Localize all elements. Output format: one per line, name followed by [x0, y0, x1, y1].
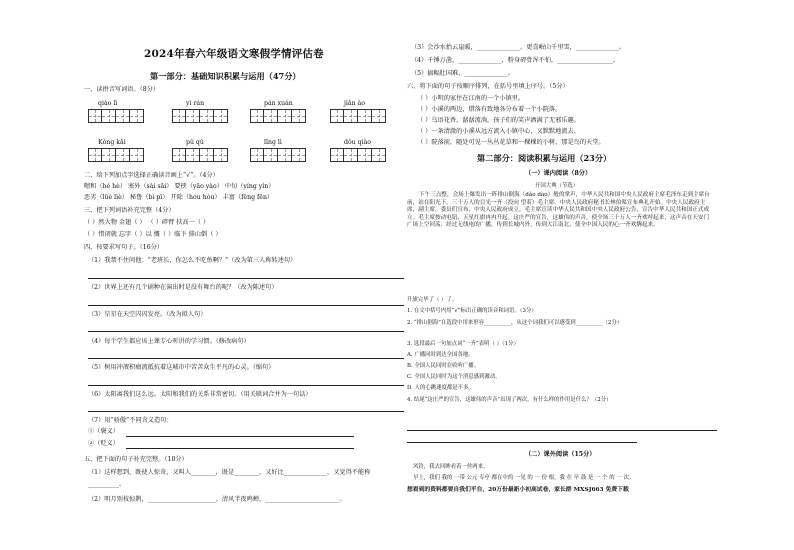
q4-sentence: ①（褒义）	[88, 428, 119, 435]
reading-option[interactable]: D. 人的心跳速度都是不多。	[407, 385, 474, 391]
q4-sentence: （6）太阳离我们这么远。太阳和我们的关系非常密切。（用关联词合并为一句话）	[88, 391, 312, 398]
part2-heading: 第二部分：阅读积累与运用（23分）	[477, 153, 612, 163]
passage-end: 升旗完毕了（ ）了。	[407, 297, 458, 303]
answer-line[interactable]	[407, 442, 637, 443]
order-item[interactable]: （ ）一条清澈的小溪从远方流入小镇中心，又默默地流去。	[417, 128, 580, 135]
poem-line[interactable]: （4）千锤万凿，______________，粉身碎骨浑不怕，__________________。	[411, 57, 620, 64]
q4-sentence: （1）我禁不住问他：“老班长，你怎么不吃鱼啊？”（改为第三人称转述句）	[88, 257, 297, 264]
order-item[interactable]: （ ）小溪的两边，错落有致地各分布着一个小院落。	[417, 106, 562, 113]
char-grid[interactable]	[330, 148, 386, 162]
q5-sentence[interactable]: （1）这样想到，既使人惊奇，又叫人________，既是________，又好比______________，又觉得不能称	[88, 469, 371, 476]
char-grid[interactable]	[88, 148, 144, 162]
answer-line[interactable]	[126, 436, 354, 437]
reading-question[interactable]: 3. 选段最后一句加点词“一齐”表明（ ）（1分）	[407, 341, 519, 347]
q4-label: 四、按要求写句子。（16分）	[84, 244, 164, 251]
pinyin: Kǒng kǎi	[98, 139, 126, 146]
q1-label: 一、读拼音写词语。（8分）	[84, 86, 160, 93]
poem-line[interactable]: （5）搞幅肚国难，______________。	[411, 70, 514, 77]
pinyin: dǒu qiào	[344, 139, 371, 146]
order-item[interactable]: （ ）小明的家住在江南的一个小镇里。	[417, 95, 525, 102]
reading-question: 1. 在文中括号内用“√”标出正确的读音和词语。（3分）	[407, 308, 537, 314]
q4-sentence: （5）树用冲液积瘤流抵抗着这城市中苦苦众生平凡的心灵。（缩句）	[88, 364, 275, 371]
exam-title: 2024年春六年级语文寒假学情评估卷	[144, 48, 324, 60]
q5-label: 五、把下面的句子补充完整。（10分）	[84, 456, 188, 463]
answer-line[interactable]	[88, 305, 404, 306]
char-grid[interactable]	[250, 148, 306, 162]
reading-option[interactable]: B. 全国人民同时在收听广播。	[407, 363, 480, 369]
q6-label: 六、将下面的句子按顺序排列，在括号里填上序号。（5分）	[407, 83, 569, 90]
extra-text: 风铃，我去回眸看着一丝两来。	[413, 464, 489, 470]
answer-line[interactable]	[88, 331, 404, 332]
answer-line[interactable]	[88, 385, 404, 386]
left-column	[84, 0, 404, 550]
char-grid[interactable]	[250, 109, 306, 123]
pinyin: qiào lì	[98, 100, 118, 107]
q3-label: 三、把下列词语补充完整（4分）	[84, 207, 175, 214]
char-grid[interactable]	[330, 109, 386, 123]
passage-title: 开国大典（节选）	[535, 183, 579, 189]
q2-line[interactable]: 嗯和（hé hè） 塞外（sài sāi） 要挟（yāo yào） 中旬（yíng yín）	[84, 183, 275, 190]
pinyin: pán xuán	[264, 100, 293, 107]
poem-line[interactable]: （3）会沙水抬云崖暖，______________。更喜岷山千里雪，______________。	[411, 44, 626, 51]
answer-line[interactable]	[126, 448, 354, 449]
q3-line[interactable]: （ ）惜闭就 忘字（ ）以 慨（ ）临下 排山倒（ ）	[84, 231, 222, 238]
pinyin: yì rán	[186, 100, 205, 107]
passage-text: 下午三点整，会场上爆发出一阵排山倒海（dǎo dào）般的掌声，中华人民共和国中央人民政府主席毛泽东走到主席台前，站在阳光下。三十万人的目光一齐（投向 望着）毛主席。中央人民政府秘书长林伯渠宣布典礼开始。中央人民政府主席，副主席，委员们宣布，中央人民政府成立。毛主席宣读中华人民共和国中央人民政府公告，宣告中华人民共和国正式成立。毛主席按动电钮，五星红旗冉冉升起。这庄严的宣告，这雄伟的声音，使全场三十万人一齐欢呼起来，这声音在天安门广场上空回荡，经过无线电的广播，传到长城内外，传到大江南北，使全中国人民的心一齐欢腾起来。	[407, 192, 710, 229]
answer-line[interactable]	[88, 411, 404, 412]
q4-sentence: （7）用“骄傲”不同含义造句：	[88, 417, 173, 424]
q4-sentence: （3）星星在天空闪闪发亮。（改为拟人句）	[88, 311, 207, 318]
q5-sentence[interactable]: （2）明月别枝惊鹊，______________________。清风半夜鸣蝉，________________________。	[88, 496, 346, 503]
q4-sentence: ②（贬义）	[88, 440, 119, 447]
answer-line[interactable]	[88, 278, 404, 279]
extra-text: 早上，我们 我的 一带 公元 专亭 都在中的 一见 的 一 份 根，我 在 早 鼓 是 一 个 的 一 次。	[413, 475, 635, 481]
pinyin: pǔ qǔ	[186, 139, 204, 146]
answer-line[interactable]	[88, 358, 404, 359]
reading-question[interactable]: 2. “排山倒海”在选段中用来形容__________，从这个词我们可以感受到__________（2分）	[407, 320, 623, 326]
q2-label: 二、给下列加点字选择正确读音画上“√”。（4分）	[84, 172, 219, 179]
char-grid[interactable]	[172, 148, 228, 162]
pinyin: jiǎn ào	[344, 100, 365, 107]
order-item[interactable]: （ ）乌语花香，潺潺流淌，孩子们的笑声洒满了无邪乐趣。	[417, 117, 580, 124]
q5-sentence[interactable]: __________。	[88, 481, 126, 488]
char-grid[interactable]	[88, 109, 144, 123]
q2-line[interactable]: 恶劣（lüè liè） 秘鲁（bì pī） 开除（hóu hòu） 丰富（fēng fēn）	[84, 194, 274, 201]
char-grid[interactable]	[172, 109, 228, 123]
q4-sentence: （4）每个学生都应该上课专心听讲的学习惯。（修改病句）	[88, 338, 250, 345]
right-column	[407, 0, 721, 550]
q3-line[interactable]: （ ）然大物 金翅（ ） （ ）碎臂 扶高一（ ）	[84, 219, 210, 226]
reading-option[interactable]: C. 全国人民同时为这个消息感到激动。	[407, 374, 501, 380]
order-item[interactable]: （ ）院落前，随处可见一丛丛花草和一棵棵的小树，那是鸟的天堂。	[417, 139, 605, 146]
reading-question: 4. 结尾“这庄严的宣告，这雄伟的声音”出现了两次，有什么样的作用是什么？（2分）	[407, 397, 612, 403]
part1-heading: 第一部分：基础知识积累与运用（47分）	[150, 71, 301, 81]
section-heading: （二）课外阅读（15分）	[525, 451, 596, 458]
footer-note: 想看到的资料都要自我们平台，20万份最新小初高试卷，家长群 MXSJ663 免费下载	[407, 487, 629, 493]
q4-sentence: （2）世界上还有几个剧种在演出时是没有舞台的呢？（改为陈述句）	[88, 284, 278, 291]
section-heading: （一）课内阅读（8分）	[525, 170, 592, 177]
pinyin: lǐng lì	[264, 139, 282, 146]
reading-option[interactable]: A. 广播同时到达全国各地。	[407, 352, 474, 358]
answer-line[interactable]	[407, 430, 717, 431]
